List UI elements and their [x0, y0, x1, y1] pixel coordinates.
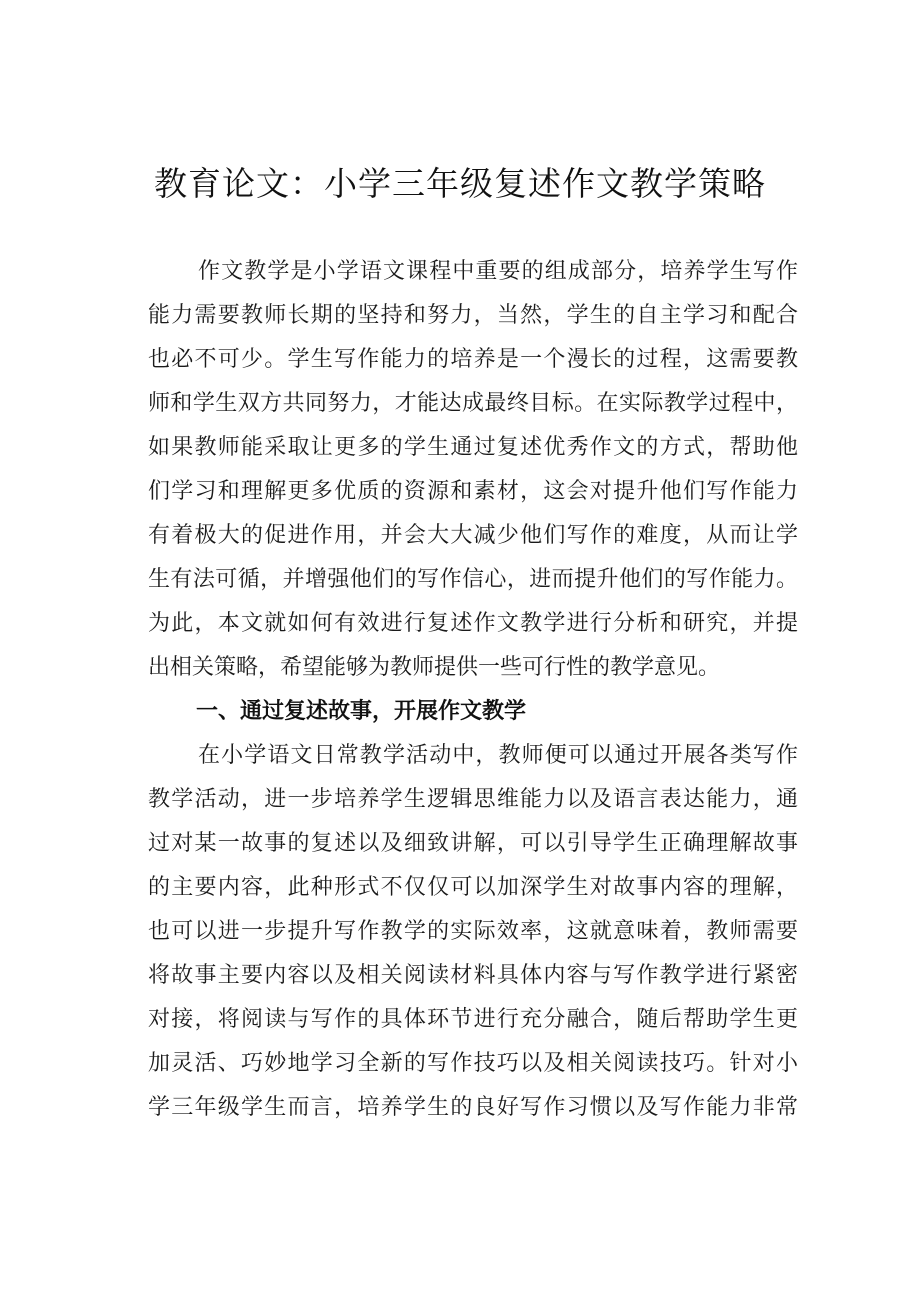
document-title: 教育论文：小学三年级复述作文教学策略: [154, 164, 766, 203]
paragraph-line: 师和学生双方共同努力，才能达成最终目标。在实际教学过程中，: [148, 391, 798, 416]
paragraph-line: 对接，将阅读与写作的具体环节进行充分融合，随后帮助学生更: [148, 1007, 798, 1032]
paragraph-line: 教学活动，进一步培养学生逻辑思维能力以及语言表达能力，通: [148, 787, 798, 812]
section-heading: 一、通过复述故事，开展作文教学: [196, 699, 527, 724]
paragraph-line: 过对某一故事的复述以及细致讲解，可以引导学生正确理解故事: [148, 831, 798, 856]
paragraph-line: 学三年级学生而言，培养学生的良好写作习惯以及写作能力非常: [148, 1095, 798, 1120]
paragraph-line: 如果教师能采取让更多的学生通过复述优秀作文的方式，帮助他: [148, 435, 798, 460]
paragraph-line: 作文教学是小学语文课程中重要的组成部分，培养学生写作: [198, 259, 798, 284]
paragraph-line: 为此，本文就如何有效进行复述作文教学进行分析和研究，并提: [148, 611, 798, 636]
paragraph-line: 有着极大的促进作用，并会大大减少他们写作的难度，从而让学: [148, 523, 798, 548]
paragraph-line: 生有法可循，并增强他们的写作信心，进而提升他们的写作能力。: [148, 567, 798, 592]
paragraph-line: 也可以进一步提升写作教学的实际效率，这就意味着，教师需要: [148, 919, 798, 944]
paragraph-line: 出相关策略，希望能够为教师提供一些可行性的教学意见。: [148, 655, 721, 680]
paragraph-line: 也必不可少。学生写作能力的培养是一个漫长的过程，这需要教: [148, 347, 798, 372]
paragraph-line: 在小学语文日常教学活动中，教师便可以通过开展各类写作: [198, 743, 798, 768]
paragraph-line: 的主要内容，此种形式不仅仅可以加深学生对故事内容的理解，: [148, 875, 798, 900]
paragraph-line: 们学习和理解更多优质的资源和素材，这会对提升他们写作能力: [148, 479, 798, 504]
paragraph-line: 加灵活、巧妙地学习全新的写作技巧以及相关阅读技巧。针对小: [148, 1051, 798, 1076]
paragraph-line: 能力需要教师长期的坚持和努力，当然，学生的自主学习和配合: [148, 303, 798, 328]
paragraph-line: 将故事主要内容以及相关阅读材料具体内容与写作教学进行紧密: [148, 963, 798, 988]
